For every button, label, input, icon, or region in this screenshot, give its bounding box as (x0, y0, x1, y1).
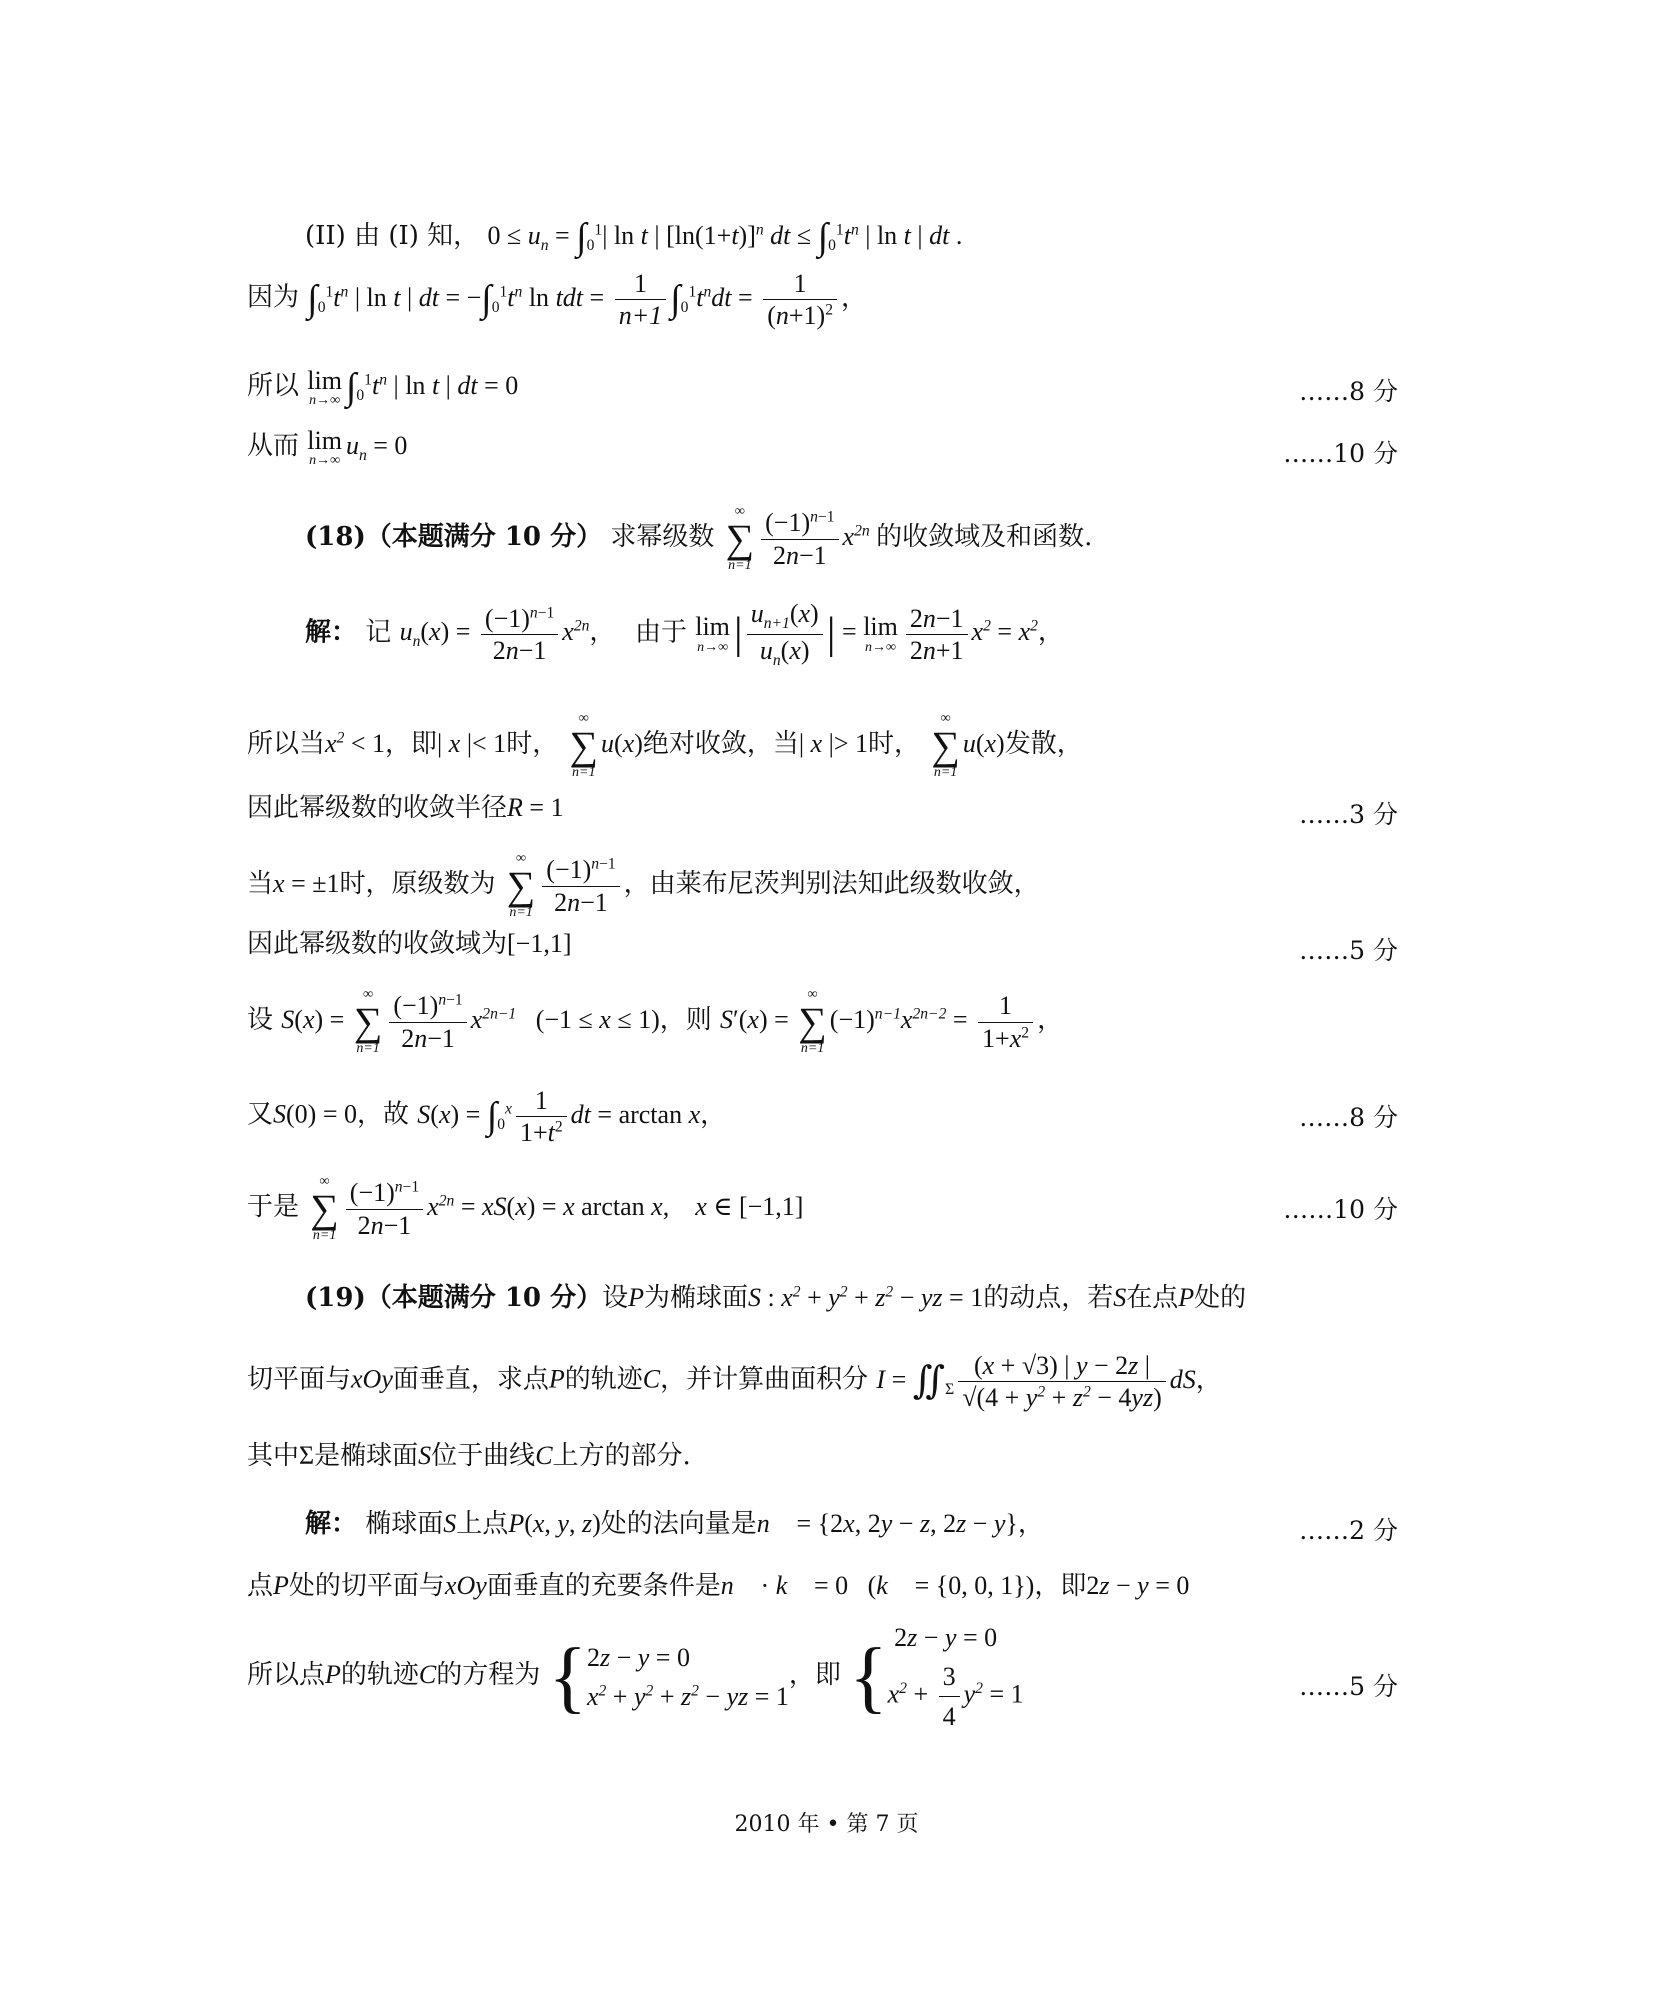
score-5: ……5 分 (1299, 936, 1398, 965)
formula: | x |< 1 (437, 728, 507, 758)
text: 处的 (1194, 1283, 1247, 1313)
formula: P (628, 1283, 644, 1312)
formula-system-1: {2z − y = 0 $x^2 + y^2 + z^2$ − yz = 1 (548, 1633, 789, 1721)
text: 位于曲线 (431, 1441, 536, 1471)
line-result (247, 1175, 1397, 1243)
score-8: ……8 分 (1299, 377, 1398, 406)
text: 的动点，若 (983, 1283, 1114, 1313)
text: 当 (247, 868, 274, 899)
formula: $S(x) = \int_0^x$ $\frac{1}{1+t^2}$ dt = arctan x， (417, 1086, 727, 1148)
text: 的方程为 (436, 1659, 541, 1690)
formula: P (1178, 1283, 1195, 1312)
solution-label: 解： (305, 1509, 358, 1539)
formula: ∞ ∑ n=1 $\frac{(-1)^{n-1}}{2n-1}$ (504, 869, 624, 898)
formula: $0 \le u_n = \int_0^1|$ ln t | $[\ln(1+t)]^n$ dt ≤ $\int_0^1t^n$ | ln t | dt . (487, 216, 963, 258)
score-10b: ……10 分 (1283, 1195, 1398, 1224)
text: 椭球面 (365, 1509, 444, 1539)
text: 点 (247, 1571, 274, 1601)
page-footer: 2010 年 • 第 7 页 (734, 1812, 919, 1837)
score-5b: ……5 分 (1299, 1672, 1398, 1701)
score-10: ……10 分 (1283, 439, 1398, 468)
question-19-line1 (305, 1282, 1455, 1314)
lead-text: 从而 (247, 430, 300, 461)
line-define-s (247, 988, 1397, 1056)
text: 发散， (1004, 728, 1083, 759)
line-because (247, 268, 1397, 331)
formula: xOy (444, 1571, 487, 1600)
line-thus (247, 427, 1397, 469)
formula: $u_n(x)$ = $\frac{(-1)^{n-1}}{2n-1}$ $x^{2n}$， (399, 603, 629, 665)
note-text: 记 (365, 617, 392, 648)
text: 因此幂级数的收敛域为 (247, 929, 508, 959)
text: ，并计算曲面积分 (660, 1364, 869, 1395)
formula-surface-integral: $I = ∬_\Sigma$ $\frac{(x + √3) | y - 2z |}{√(4 + y^2 + z^2 - 4yz)}$ dS， (876, 1351, 1222, 1413)
formula: n⃗ = {2x, 2y − z, 2z − y}， (756, 1509, 1044, 1538)
text: 时， (506, 728, 559, 759)
text: 绝对收敛，当 (642, 728, 799, 759)
formula: P(x, y, z) (508, 1509, 601, 1538)
lead-text: 因为 (247, 282, 300, 313)
text: ，由莱布尼茨判别法知此级数收敛， (623, 868, 1040, 899)
line-radius (247, 792, 1397, 824)
question-number: (19)（本题满分 10 分） (305, 1283, 603, 1313)
formula-system-2: { 2z − y = 0 $x^2$ + $\frac{3}{4}$ $y^2 = 1$ (849, 1623, 1024, 1731)
formula: S (443, 1509, 457, 1538)
formula: ∞ ∑ n=1 u(x) (569, 711, 643, 780)
formula: C (642, 1364, 661, 1394)
score-2: ……2 分 (1299, 1516, 1398, 1545)
solution-18-line1 (305, 598, 1455, 671)
formula: ∞ ∑ n=1 u(x) (931, 711, 1005, 780)
text: 面垂直，求点 (392, 1364, 549, 1395)
formula: xOy (351, 1364, 393, 1394)
formula: | x |> 1 (798, 728, 869, 758)
text: 又 (247, 1099, 274, 1130)
question-19-line3 (247, 1440, 1397, 1472)
text: 所以当 (247, 728, 326, 759)
formula: $x^2 < 1$ (325, 728, 386, 758)
score-3: ……3 分 (1299, 800, 1398, 829)
solution-19-line1 (305, 1508, 1455, 1540)
formula: P (325, 1659, 341, 1689)
question-tail: 的收敛域及和函数. (876, 521, 1093, 552)
question-number: (18)（本题满分 10 分） (305, 521, 603, 552)
formula: S : $x^2 + y^2 + z^2$ − yz = 1 (748, 1283, 984, 1312)
formula: ∞ ∑ n=1 $\frac{(-1)^{n-1}}{2n-1}$ $x^{2n} = xS(x) = x$ arctan x, x ∈ [−1,1] (310, 1174, 804, 1243)
formula: 2z − y = 0 (1086, 1571, 1190, 1600)
formula: S(0) = 0 (273, 1099, 357, 1129)
solution-19-line2 (247, 1570, 1397, 1602)
text: ，即 (788, 1659, 841, 1690)
text: 设 (247, 1004, 274, 1035)
text: ，即 (385, 728, 438, 759)
text: 时，原级数为 (339, 868, 496, 899)
question-18 (305, 505, 1455, 573)
formula: Σ (299, 1441, 315, 1470)
formula: $\int_0^1t^n$ | ln t | dt = $-\int_0^1t^n$ ln tdt = $\frac{1}{n+1}$ $\int_0^1t^ndt$ = $\frac{1}{(n+1)^2}$ ， (307, 269, 867, 331)
formula: n⃗ · k⃗ = 0 (k⃗ = {0, 0, 1}) (720, 1571, 1035, 1600)
formula: C (418, 1659, 437, 1689)
line-domain (247, 928, 1397, 960)
formula: S(x) = ∞ ∑ n=1 $\frac{(-1)^{n-1}}{2n-1}$ $x^{2n-1}$ (−1 ≤ x ≤ 1) (281, 987, 660, 1056)
text: ，即 (1034, 1571, 1087, 1601)
formula: S (418, 1441, 432, 1470)
line-ii-statement (305, 215, 1455, 261)
formula: x = ±1 (273, 868, 340, 898)
line-convergence (247, 712, 1397, 780)
lead-text: 所以 (247, 370, 300, 401)
text: 在点 (1126, 1283, 1179, 1313)
formula: S′(x) = ∞ ∑ n=1 $(-1)^{n-1}x^{2n-2}$ = $\frac{1}{1+x^2}$ ， (720, 987, 1064, 1056)
line-endpoints (247, 852, 1397, 920)
formula-ratio: lim n→∞ | $\frac{u_{n+1}(x)}{u_n(x)}$ | = lim n→∞ $\frac{2n-1}{2n+1}$ $x^2 = x^2$， (695, 599, 1064, 670)
formula: R = 1 (507, 793, 564, 822)
text: 是椭球面 (314, 1441, 419, 1471)
line-so-limit (247, 365, 1397, 411)
text: 时， (868, 728, 921, 759)
text: 因此幂级数的收敛半径 (247, 793, 508, 823)
text: 处的切平面与 (288, 1571, 445, 1601)
text: ，故 (357, 1099, 410, 1130)
score-8b: ……8 分 (1299, 1103, 1398, 1132)
solution-label: 解： (305, 617, 358, 648)
solution-19-line3 (247, 1618, 1397, 1736)
text: ，则 (659, 1004, 712, 1035)
formula: P (548, 1364, 565, 1394)
text: 设 (602, 1283, 629, 1313)
text: 上点 (456, 1509, 509, 1539)
text: 的轨迹 (564, 1364, 643, 1395)
text: 于是 (247, 1191, 300, 1222)
lead-text: (II) 由 (I) 知， (305, 220, 480, 251)
text: 的轨迹 (340, 1659, 419, 1690)
formula: P (273, 1571, 289, 1600)
formula: C (535, 1441, 553, 1470)
formula: lim n→∞ $u_n = 0$ (307, 426, 408, 469)
since-text: 由于 (634, 617, 687, 648)
text: 其中 (247, 1441, 300, 1471)
text: 面垂直的充要条件是 (486, 1571, 721, 1601)
formula: S (1113, 1283, 1127, 1312)
question-text: 求幂级数 (610, 521, 715, 552)
formula: lim n→∞ $\int_0^1t^n$ | ln t | dt = 0 (307, 365, 519, 409)
text: 为椭球面 (643, 1283, 748, 1313)
text: 切平面与 (247, 1364, 352, 1395)
text: 所以点 (247, 1659, 326, 1690)
formula: [−1,1] (507, 929, 572, 958)
text: 处的法向量是 (600, 1509, 757, 1539)
line-integrate (247, 1085, 1397, 1148)
formula: ∞ ∑ n=1 $\frac{(-1)^{n-1}}{2n-1}$ $x^{2n}$ (725, 504, 870, 573)
text: 上方的部分. (552, 1441, 691, 1471)
question-19-line2 (247, 1350, 1397, 1413)
